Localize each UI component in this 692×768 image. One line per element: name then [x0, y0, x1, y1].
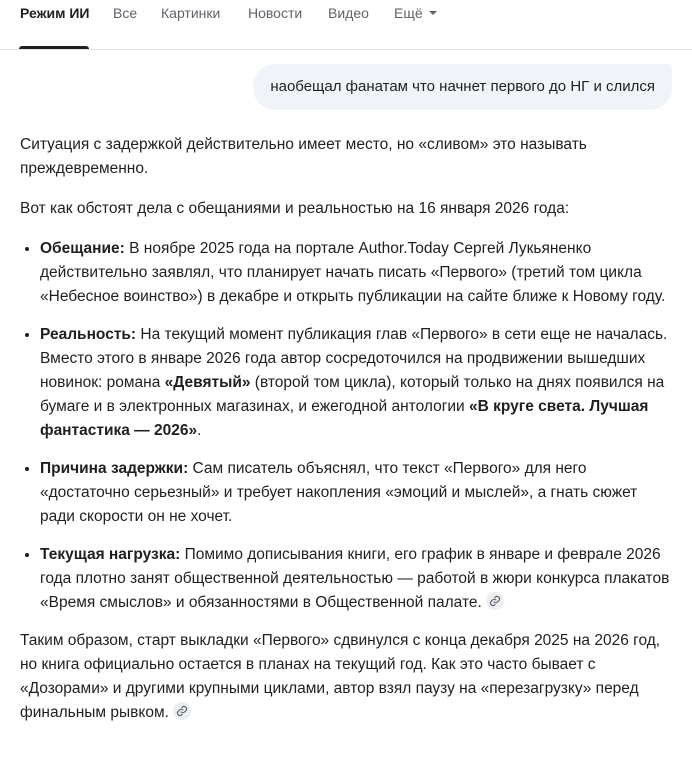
user-query-bubble: наобещал фанатам что начнет первого до НГ и слился: [253, 64, 672, 110]
caret-down-icon: [429, 11, 437, 15]
item-title: Текущая нагрузка:: [40, 546, 181, 563]
active-tab-indicator: [19, 46, 89, 49]
item-text: (второй том цикла), который только на днях появился на бумаге и в электронных магазинах, и ежегодной антологии: [40, 374, 665, 415]
answer-intro: Ситуация с задержкой действительно имеет место, но «сливом» это называть преждевременно.: [20, 136, 587, 177]
link-icon: [176, 705, 188, 717]
item-text: Помимо дописывания книги, его график в январе и феврале 2026 года плотно занят общественной деятельностью — работой в жюри конкурса плакатов «Время смыслов» и обязанностями в Общественной палате.: [40, 546, 670, 611]
item-title: Причина задержки:: [40, 460, 189, 477]
item-text: .: [197, 422, 202, 439]
source-link-button[interactable]: [173, 702, 191, 720]
item-text: В ноябре 2025 года на портале Author.Today Сергей Лукьяненко действительно заявлял, что планирует начать писать «Первого» (третий том цикла «Небесное воинство») в декабре и открыть публикации на сайте ближе к Новому году.: [40, 240, 666, 305]
tab-all[interactable]: Все: [113, 5, 138, 21]
top-navigation: [0, 0, 692, 50]
book-title-ninth: «Девятый»: [164, 374, 251, 391]
list-item-workload: [40, 543, 672, 615]
answer-lead: Вот как обстоят дела с обещаниями и реальностью на 16 января 2026 года:: [20, 200, 570, 217]
tab-ai-mode[interactable]: Режим ИИ: [20, 5, 90, 21]
tab-more-label: Ещё: [394, 5, 423, 21]
conclusion-text: Таким образом, старт выкладки «Первого» сдвинулся с конца декабря 2025 на 2026 год, но книга официально остается в планах на текущий год. Как это часто бывает с «Дозорами» и другими крупными циклами, автор взял паузу на «перезагрузку» перед финальным рывком.: [20, 632, 661, 721]
answer-conclusion: [20, 629, 672, 725]
list-item-reality: [40, 323, 672, 443]
list-item-reason: [40, 457, 672, 529]
source-link-button[interactable]: [486, 592, 504, 610]
answer-list: [20, 237, 672, 615]
item-title: Обещание:: [40, 240, 125, 257]
tab-video[interactable]: Видео: [328, 5, 369, 21]
item-text: Сам писатель объяснял, что текст «Первого» для него «достаточно серьезный» и требует накопления «эмоций и мыслей», а гнать сюжет ради скорости он не хочет.: [40, 460, 638, 525]
anthology-title: «В круге света. Лучшая фантастика — 2026»: [40, 398, 649, 439]
ai-answer: [20, 133, 672, 741]
tab-more[interactable]: [394, 4, 437, 22]
tab-images[interactable]: Картинки: [161, 5, 221, 21]
list-item-promise: [40, 237, 672, 309]
item-title: Реальность:: [40, 326, 137, 343]
link-icon: [489, 595, 501, 607]
tab-news[interactable]: Новости: [248, 5, 303, 21]
item-text: На текущий момент публикация глав «Первого» в сети еще не началась. Вместо этого в январе 2026 года автор сосредоточился на продвижении вышедших новинок: романа: [40, 326, 668, 391]
